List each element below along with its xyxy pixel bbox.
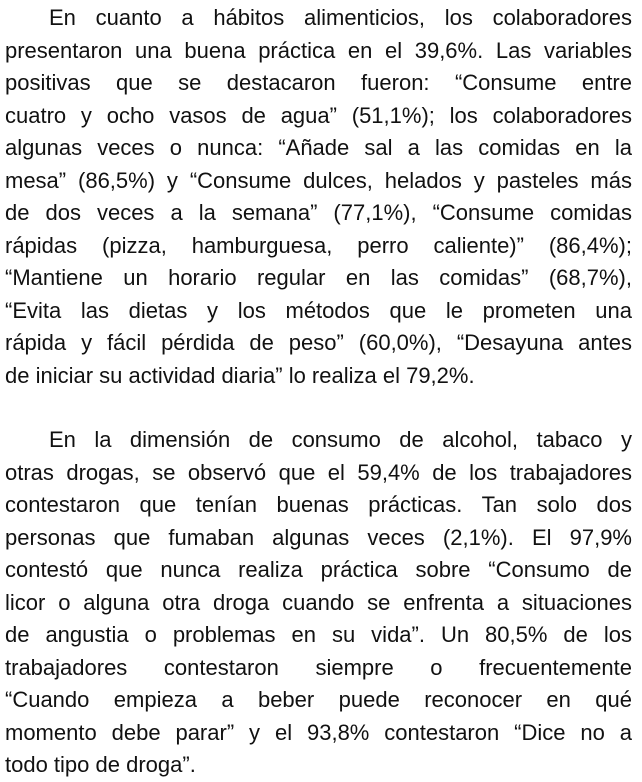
text-line: contestaron que tenían buenas prácticas. Tan solo dos (5, 492, 632, 517)
text-line: de dos veces a la semana” (77,1%), “Consume comidas (5, 200, 632, 225)
text-line: contestó que nunca realiza práctica sobre “Consumo de (5, 557, 632, 582)
text-line: de iniciar su actividad diaria” lo realiza el 79,2%. (5, 362, 475, 388)
text-line: trabajadores contestaron siempre o frecuentemente (5, 654, 632, 680)
paragraph-substance-use (5, 424, 632, 782)
text-line: En cuanto a hábitos alimenticios, los colaboradores (49, 5, 632, 30)
text-line: mesa” (86,5%) y “Consume dulces, helados y pasteles más (5, 167, 632, 193)
text-line: rápida y fácil pérdida de peso” (60,0%), “Desayuna antes (5, 330, 632, 355)
text-line: momento debe parar” y el 93,8% contestaron “Dice no a (5, 719, 632, 745)
text-line: otras drogas, se observó que el 59,4% de los trabajadores (5, 459, 632, 485)
text-line: personas que fumaban algunas veces (2,1%). El 97,9% (5, 524, 632, 550)
paragraph-spacer (5, 392, 632, 424)
text-line: algunas veces o nunca: “Añade sal a las comidas en la (5, 135, 632, 160)
paragraph-eating-habits (5, 2, 632, 392)
text-line: “Evita las dietas y los métodos que le prometen una (5, 297, 632, 323)
text-line: “Cuando empieza a beber puede reconocer en qué (5, 687, 632, 712)
text-line: de angustia o problemas en su vida”. Un 80,5% de los (5, 622, 632, 647)
text-line: todo tipo de droga”. (5, 752, 196, 777)
text-line: En la dimensión de consumo de alcohol, tabaco y (49, 427, 632, 452)
text-line: rápidas (pizza, hamburguesa, perro caliente)” (86,4%); (5, 232, 632, 258)
text-line: cuatro y ocho vasos de agua” (51,1%); los colaboradores (5, 102, 632, 128)
text-line: licor o alguna otra droga cuando se enfrenta a situaciones (5, 589, 632, 615)
text-line: positivas que se destacaron fueron: “Consume entre (5, 70, 632, 95)
text-line: “Mantiene un horario regular en las comidas” (68,7%), (5, 265, 632, 290)
text-line: presentaron una buena práctica en el 39,6%. Las variables (5, 37, 632, 63)
